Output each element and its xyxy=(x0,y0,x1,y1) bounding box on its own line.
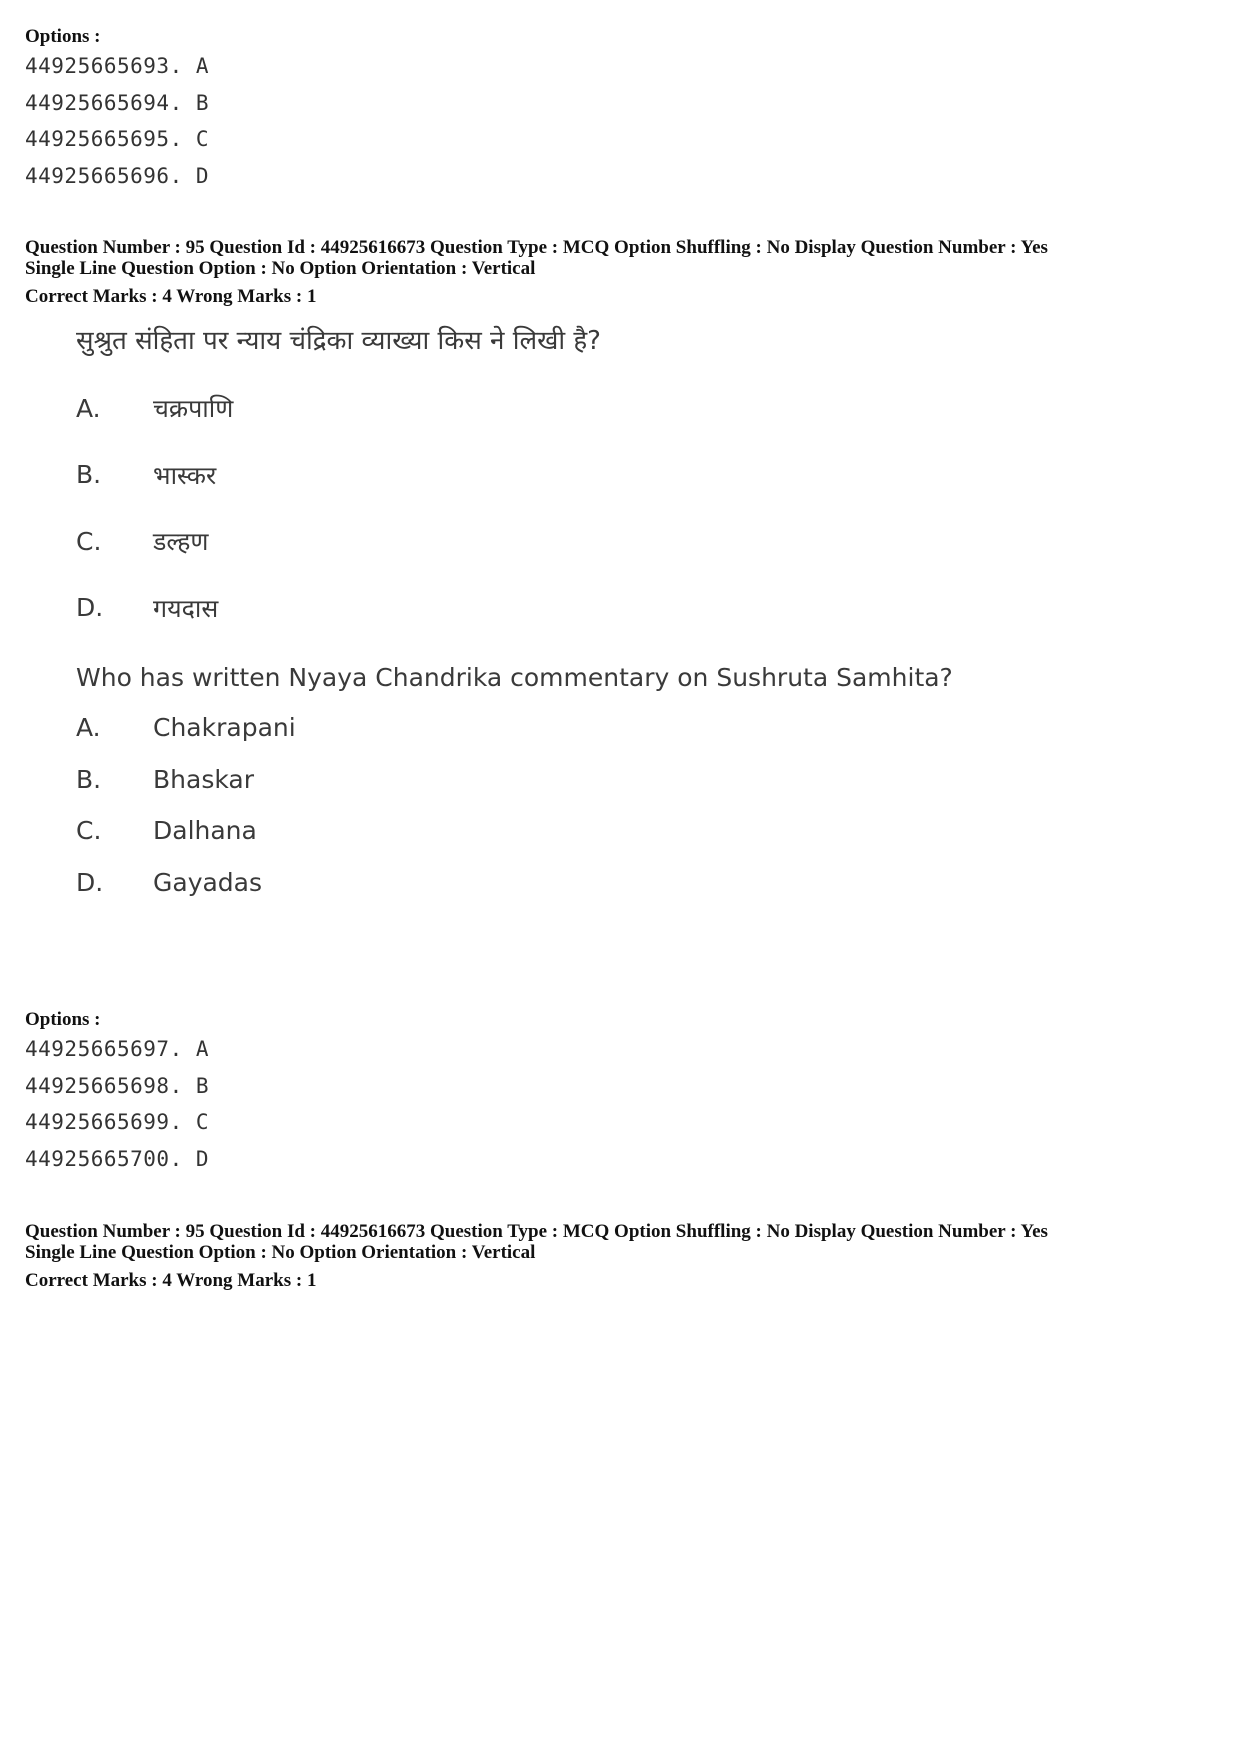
english-option xyxy=(76,857,956,909)
option-id-line: 44925665699. C xyxy=(25,1110,210,1134)
option-list xyxy=(25,1031,209,1177)
question-meta-2 xyxy=(25,1221,1048,1291)
option-text: Bhaskar xyxy=(153,764,254,794)
english-option xyxy=(76,754,956,806)
option-letter: A. xyxy=(76,393,101,423)
english-option xyxy=(76,805,956,857)
option-letter: C. xyxy=(76,526,102,556)
options-block-1 xyxy=(25,26,209,194)
option-letter: A. xyxy=(76,713,101,743)
options-block-2 xyxy=(25,1009,209,1177)
english-option-list xyxy=(76,702,956,908)
option-letter: D. xyxy=(76,867,104,897)
option-id-line: 44925665700. D xyxy=(25,1146,210,1171)
option-id-line: 44925665695. C xyxy=(25,127,210,151)
option-letter: D. xyxy=(76,593,104,623)
question-meta-1 xyxy=(25,237,1048,307)
options-label: Options : xyxy=(25,26,101,47)
options-label: Options : xyxy=(25,1009,101,1030)
hindi-option xyxy=(76,508,956,575)
option-text: Chakrapani xyxy=(153,713,296,743)
option-letter: B. xyxy=(76,460,102,490)
english-question xyxy=(76,663,956,908)
option-text: चक्रपाणि xyxy=(153,394,234,424)
question-meta-line: Question Number : 95 Question Id : 44925616673 Question Type : MCQ Option Shuffling : No Display Question Number : Yes xyxy=(25,237,1048,258)
option-id-line: 44925665694. B xyxy=(25,90,210,115)
question-meta-line: Single Line Question Option : No Option Orientation : Vertical xyxy=(25,258,536,279)
option-list xyxy=(25,48,209,194)
option-text: भास्कर xyxy=(153,460,217,490)
question-text-english: Who has written Nyaya Chandrika commentary on Sushruta Samhita? xyxy=(76,663,953,692)
marks-line: Correct Marks : 4 Wrong Marks : 1 xyxy=(25,1270,317,1291)
marks-line: Correct Marks : 4 Wrong Marks : 1 xyxy=(25,286,317,307)
hindi-option-list xyxy=(76,375,956,641)
question-meta-line: Question Number : 95 Question Id : 44925616673 Question Type : MCQ Option Shuffling : No Display Question Number : Yes xyxy=(25,1221,1048,1242)
option-id-line: 44925665697. A xyxy=(25,1037,210,1061)
hindi-option xyxy=(76,575,956,642)
option-text: Gayadas xyxy=(153,867,263,897)
option-text: डल्हण xyxy=(153,527,209,557)
option-text: Dalhana xyxy=(153,816,257,846)
option-text: गयदास xyxy=(153,593,219,623)
option-letter: C. xyxy=(76,816,102,846)
question-meta-line: Single Line Question Option : No Option Orientation : Vertical xyxy=(25,1242,536,1263)
option-id-line: 44925665696. D xyxy=(25,163,210,188)
option-letter: B. xyxy=(76,764,102,794)
option-id-line: 44925665698. B xyxy=(25,1073,210,1098)
english-option xyxy=(76,702,956,754)
question-body xyxy=(76,326,956,908)
hindi-option xyxy=(76,442,956,509)
hindi-option xyxy=(76,375,956,442)
question-text-hindi: सुश्रुत संहिता पर न्याय चंद्रिका व्याख्या किस ने लिखी है? xyxy=(76,326,601,356)
option-id-line: 44925665693. A xyxy=(25,54,210,78)
